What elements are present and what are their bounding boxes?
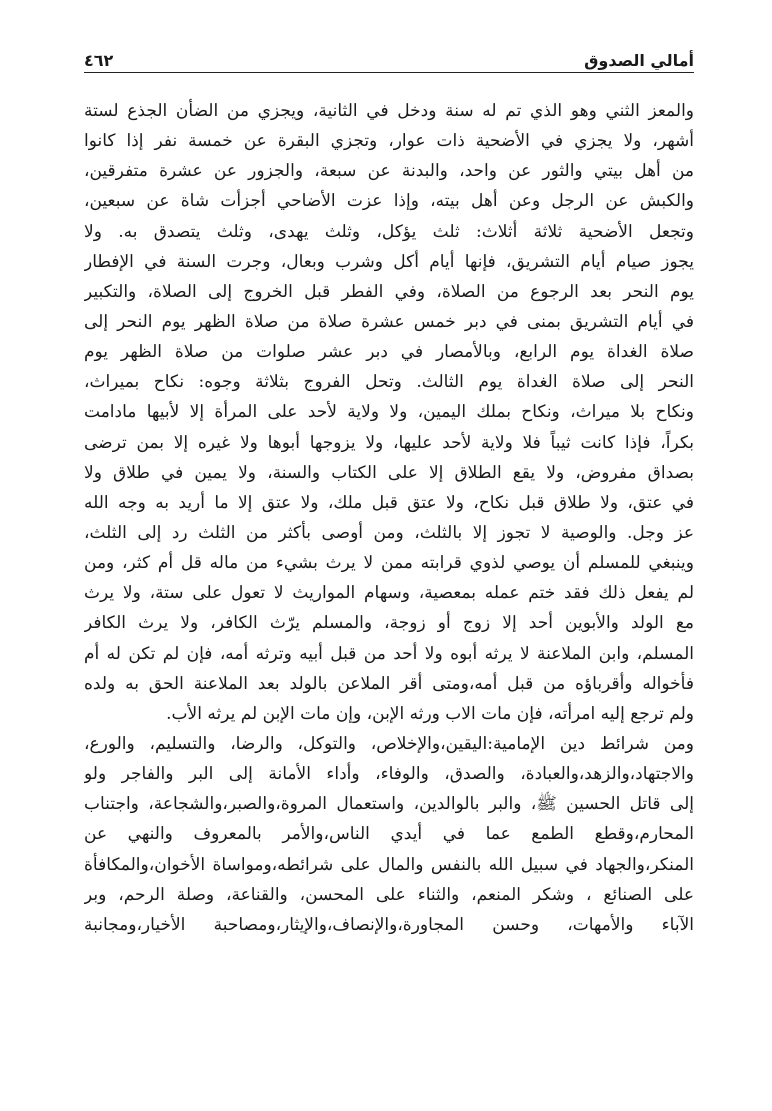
text-line: والكبش عن الرجل وعن أهل بيته، وإذا عزت الأضاحي أجزأت شاة عن سبعين، — [84, 191, 694, 212]
page-number: ٤٦٢ — [84, 51, 114, 70]
header-rule — [84, 72, 694, 73]
text-line: المسلم، وابن الملاعنة لا يرثه أبوه ولا أحد من قبل أبيه وترثه أمه، فإن لم تكن له أم — [84, 643, 694, 664]
text-line: وينبغي للمسلم أن يوصي لذوي قرابته ممن لا يرث بشيء من ماله قل أم كثر، ومن — [84, 553, 694, 574]
text-line: على الصنائع ، وشكر المنعم، والثناء على المحسن، والقناعة، وصلة الرحم، وبر — [84, 884, 694, 905]
text-line: الآباء والأمهات، وحسن المجاورة،والإنصاف،والإيثار،ومصاحبة الأخيار،ومجانبة — [84, 914, 694, 935]
text-line: وتجعل الأضحية ثلاثة أثلاث: ثلث يؤكل، وثلث يهدى، وثلث يتصدق به. ولا — [84, 221, 694, 242]
page-header — [84, 48, 694, 70]
text-line: والمعز الثني وهو الذي تم له سنة ودخل في الثانية، ويجزي من الضأن الجذع لستة — [84, 101, 694, 121]
text-line: ونكاح بلا ميراث، ونكاح بملك اليمين، ولا ولاية لأحد على المرأة إلا لأبيها مادامت — [84, 402, 694, 423]
text-line: إلى قاتل الحسين ﷺ، والبر بالوالدين، واستعمال المروة،والصبر،والشجاعة، واجتناب — [84, 794, 694, 815]
running-title: أمالي الصدوق — [584, 51, 694, 70]
text-line: المحارم،وقطع الطمع عما في أيدي الناس،والأمر بالمعروف والنهي عن — [84, 824, 694, 845]
text-line: أشهر، ولا يجزي في الأضحية ذات عوار، وتجزي البقرة عن خمسة نفر إذا كانوا — [84, 131, 694, 152]
text-line: ومن شرائط دين الإمامية:اليقين،والإخلاص، والتوكل، والرضا، والتسليم، والورع، — [84, 733, 694, 754]
text-line: والاجتهاد،والزهد،والعبادة، والصدق، والوفاء، وأداء الأمانة إلى البر والفاجر ولو — [84, 764, 694, 785]
text-line: فأخواله وأقرباؤه من قبل أمه،ومتى أقر الملاعن بالولد بعد الملاعنة الحق به ولده — [84, 673, 694, 694]
text-line: يوم النحر بعد الرجوع من الصلاة، وفي الفطر قبل الخروج إلى الصلاة، والتكبير — [84, 281, 694, 302]
text-line: في عتق، ولا طلاق قبل نكاح، ولا عتق قبل ملك، ولا عتق إلا ما أريد به وجه الله — [84, 492, 694, 513]
text-line: المنكر،والجهاد في سبيل الله بالنفس والمال على شرائطه،ومواساة الأخوان،والمكافأة — [84, 854, 694, 875]
text-line: بصداق مفروض، ولا يقع الطلاق إلا على الكتاب والسنة، ولا يمين في طلاق ولا — [84, 462, 694, 483]
body-text — [84, 96, 694, 940]
text-line: مع الولد والأبوين أحد إلا زوج أو زوجة، والمسلم يرّث الكافر، ولا يرث الكافر — [84, 613, 694, 634]
text-line: من أهل بيتي والثور عن واحد، والبدنة عن سبعة، والجزور عن عشرة متفرقين، — [84, 161, 694, 182]
text-line: بكراً، فإذا كانت ثيباً فلا ولاية لأحد عليها، ولا يزوجها أبوها ولا غيره إلا بمن ترضى — [84, 432, 694, 453]
text-line: ولم ترجع إليه امرأته، فإن مات الاب ورثه الإبن، وإن مات الإبن لم يرثه الأب. — [166, 703, 694, 724]
text-line: عز وجل. والوصية لا تجوز إلا بالثلث، ومن أوصى بأكثر من الثلث رد إلى الثلث، — [84, 522, 694, 543]
text-line: لم يفعل ذلك فقد ختم عمله بمعصية، وسهام المواريث لا تعول على ستة، ولا يرث — [84, 583, 694, 604]
text-line: يجوز صيام أيام التشريق، فإنها أيام أكل وشرب وبعال، وجرت السنة في الإفطار — [84, 251, 694, 272]
text-line: صلاة الغداة يوم الرابع، وبالأمصار في دبر عشر صلوات من صلاة الظهر يوم — [84, 342, 694, 363]
text-line: النحر إلى صلاة الغداة يوم الثالث. وتحل الفروج بثلاثة وجوه: نكاح بميراث، — [84, 372, 694, 393]
text-line: في أيام التشريق بمنى في دبر خمس عشرة صلاة من صلاة الظهر يوم النحر إلى — [84, 311, 694, 332]
